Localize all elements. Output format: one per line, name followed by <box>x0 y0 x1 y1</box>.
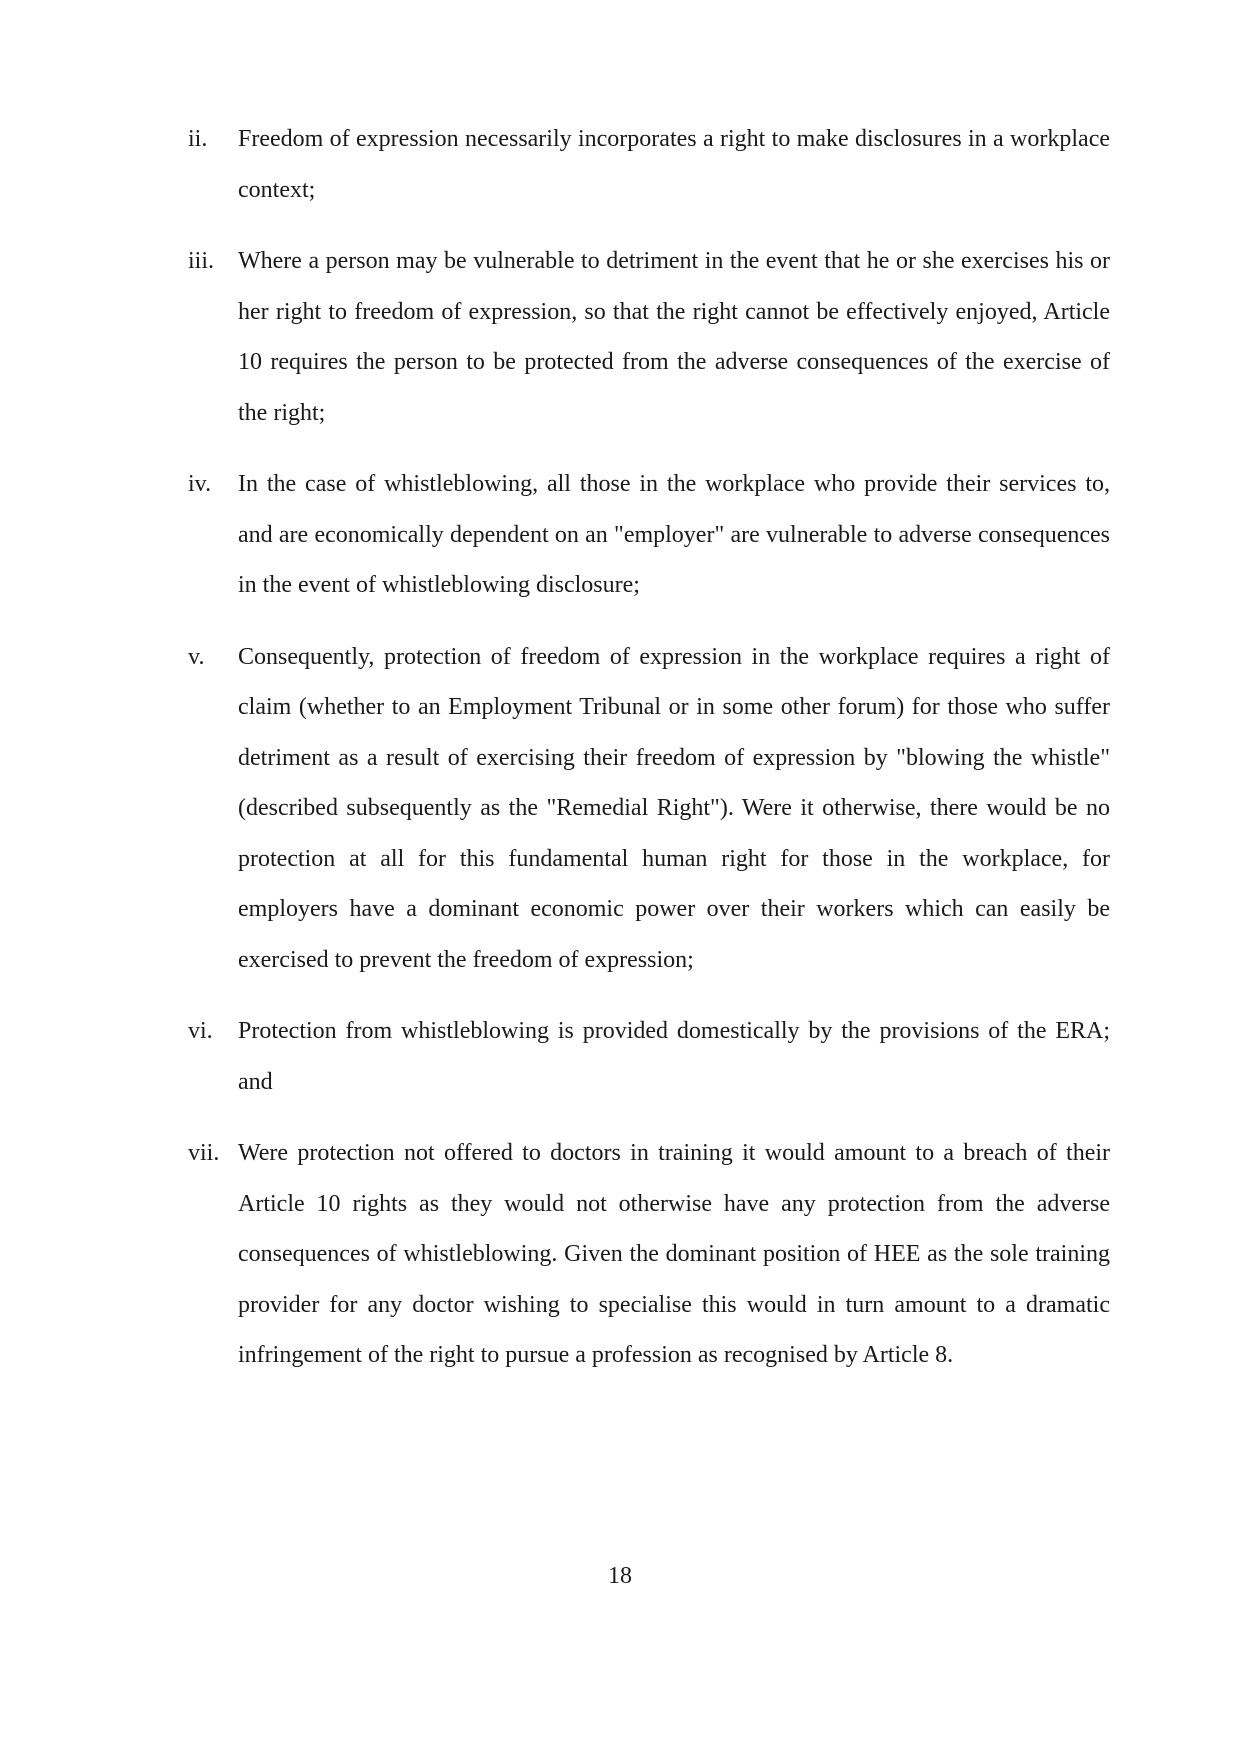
list-item <box>188 1128 1110 1381</box>
list-item-text: Freedom of expression necessarily incorporates a right to make disclosures in a workplace context; <box>238 126 1110 203</box>
list-item-text: Protection from whistleblowing is provided domestically by the provisions of the ERA; and <box>238 1018 1110 1095</box>
list-item-text: Where a person may be vulnerable to detriment in the event that he or she exercises his or her right to freedom of expression, so that the right cannot be effectively enjoyed, Article 10 requires the person to be protected from the adverse consequences of the exercise of the right; <box>238 248 1110 426</box>
list-item <box>188 632 1110 986</box>
list-marker: vi. <box>188 1018 213 1044</box>
list-item <box>188 236 1110 438</box>
list-item-text: Were protection not offered to doctors in training it would amount to a breach of their Article 10 rights as they would not otherwise have any protection from the adverse consequences of whistleblowing. Given the dominant position of HEE as the sole training provider for any doctor wishing to specialise this would in turn amount to a dramatic infringement of the right to pursue a profession as recognised by Article 8. <box>238 1140 1110 1368</box>
numbered-list <box>188 114 1110 1402</box>
page-number: 18 <box>608 1563 632 1589</box>
list-marker: iv. <box>188 471 212 497</box>
list-marker: ii. <box>188 126 208 152</box>
list-marker: v. <box>188 643 205 670</box>
list-marker: vii. <box>188 1140 220 1166</box>
list-item <box>188 459 1110 611</box>
list-marker: iii. <box>188 248 215 274</box>
list-item <box>188 114 1110 215</box>
list-item-text: In the case of whistleblowing, all those in the workplace who provide their services to, and are economically dependent on an "employer" are vulnerable to adverse consequences in the event of whistleblowing disclosure; <box>238 471 1110 598</box>
list-item <box>188 1006 1110 1107</box>
list-item-text: Consequently, protection of freedom of expression in the workplace requires a right of claim (whether to an Employment Tribunal or in some other forum) for those who suffer detriment as a result of exercising their freedom of expression by "blowing the whistle" (described subsequently as the "Remedial Right"). Were it otherwise, there would be no protection at all for this fundamental human right for those in the workplace, for employers have a dominant economic power over their workers which can easily be exercised to prevent the freedom of expression; <box>238 643 1110 973</box>
